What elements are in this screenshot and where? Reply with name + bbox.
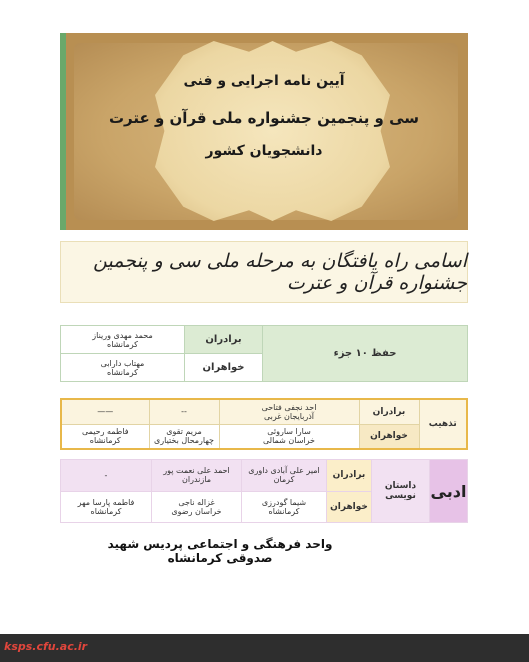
tahzib-sister-2 [149, 424, 219, 449]
adabi-table [60, 459, 468, 523]
site-link[interactable]: ksps.cfu.ac.ir [4, 640, 88, 653]
person-name: فاطمه رحیمی [81, 427, 129, 437]
banner-line-1: آیین نامه اجرایی و فنی [183, 73, 345, 89]
person-name: فاطمه پارسا مهر [77, 497, 135, 507]
banner-line-2: سی و پنجمین جشنواره ملی قرآن و عترت [108, 109, 420, 127]
person-name: امیر علی آبادی داوری [248, 466, 320, 476]
hifz-sister-city: کرمانشاه [107, 367, 138, 377]
tahzib-brothers-label: برادران [359, 399, 419, 424]
footer-caption: واحد فرهنگی و اجتماعی پردیس شهید صدوقی کرمانشاه [107, 537, 333, 565]
qualifiers-title: اسامی راه یافتگان به مرحله ملی سی و پنجمین جشنواره قرآن و عترت [60, 241, 468, 303]
adabi-category: داستان نویسی [372, 460, 430, 523]
tahzib-table [60, 398, 468, 450]
person-name: غزاله ناجی [178, 497, 215, 507]
bottom-bar [0, 634, 529, 662]
adabi-sister-1 [242, 491, 327, 523]
person-name: احد نجفی فتاحی [261, 402, 317, 412]
adabi-sister-2 [152, 491, 242, 523]
adabi-sisters-label: خواهران [327, 491, 372, 523]
person-city: آذربایجان غربی [263, 411, 315, 421]
tahzib-brother-1 [219, 399, 359, 424]
hifz-sisters-label: خواهران [185, 354, 263, 382]
banner-medallion [155, 41, 390, 221]
person-city: چهارمحال بختیاری [154, 436, 214, 446]
person-name: - [104, 470, 108, 480]
tahzib-sister-3 [61, 424, 149, 449]
adabi-brother-2 [152, 460, 242, 492]
hifz-brother-cell [61, 326, 185, 354]
header-banner [60, 33, 468, 230]
tahzib-sisters-label: خواهران [359, 424, 419, 449]
hifz-brother-city: کرمانشاه [107, 339, 138, 349]
person-city: خراسان شمالی [262, 436, 315, 446]
banner-stripe [60, 33, 66, 230]
adabi-brother-3 [61, 460, 152, 492]
adabi-sister-3 [61, 491, 152, 523]
adabi-group: ادبی [430, 460, 468, 523]
banner-line-3: دانشجویان کشور [205, 143, 323, 159]
hifz-brothers-label: برادران [185, 326, 263, 354]
tahzib-brother-2 [149, 399, 219, 424]
person-city: کرمانشاه [90, 506, 122, 516]
hifz-category: حفظ ۱۰ جزء [263, 326, 468, 382]
adabi-brothers-label: برادران [327, 460, 372, 492]
person-city: خراسان رضوی [171, 506, 222, 516]
tahzib-category: تذهیب [419, 399, 467, 449]
person-city: کرمانشاه [268, 506, 300, 516]
person-city: مازندران [182, 475, 211, 485]
person-name: سارا ساروئی [267, 427, 311, 437]
person-city: کرمان [273, 475, 295, 485]
tahzib-sister-1 [219, 424, 359, 449]
person-name: شیما گودرزی [261, 497, 307, 507]
person-name: -- [181, 407, 187, 417]
hifz-sister-cell [61, 354, 185, 382]
tahzib-brother-3 [61, 399, 149, 424]
person-name: مریم تقوی [166, 427, 202, 437]
adabi-brother-1 [242, 460, 327, 492]
hifz-table [60, 325, 468, 382]
person-city: کرمانشاه [89, 436, 121, 446]
hifz-brother-name: محمد مهدی وریناز [92, 330, 153, 340]
person-name: —— [97, 407, 114, 417]
hifz-sister-name: مهتاب دارابی [100, 358, 145, 368]
person-name: احمد علی نعمت پور [163, 466, 230, 476]
